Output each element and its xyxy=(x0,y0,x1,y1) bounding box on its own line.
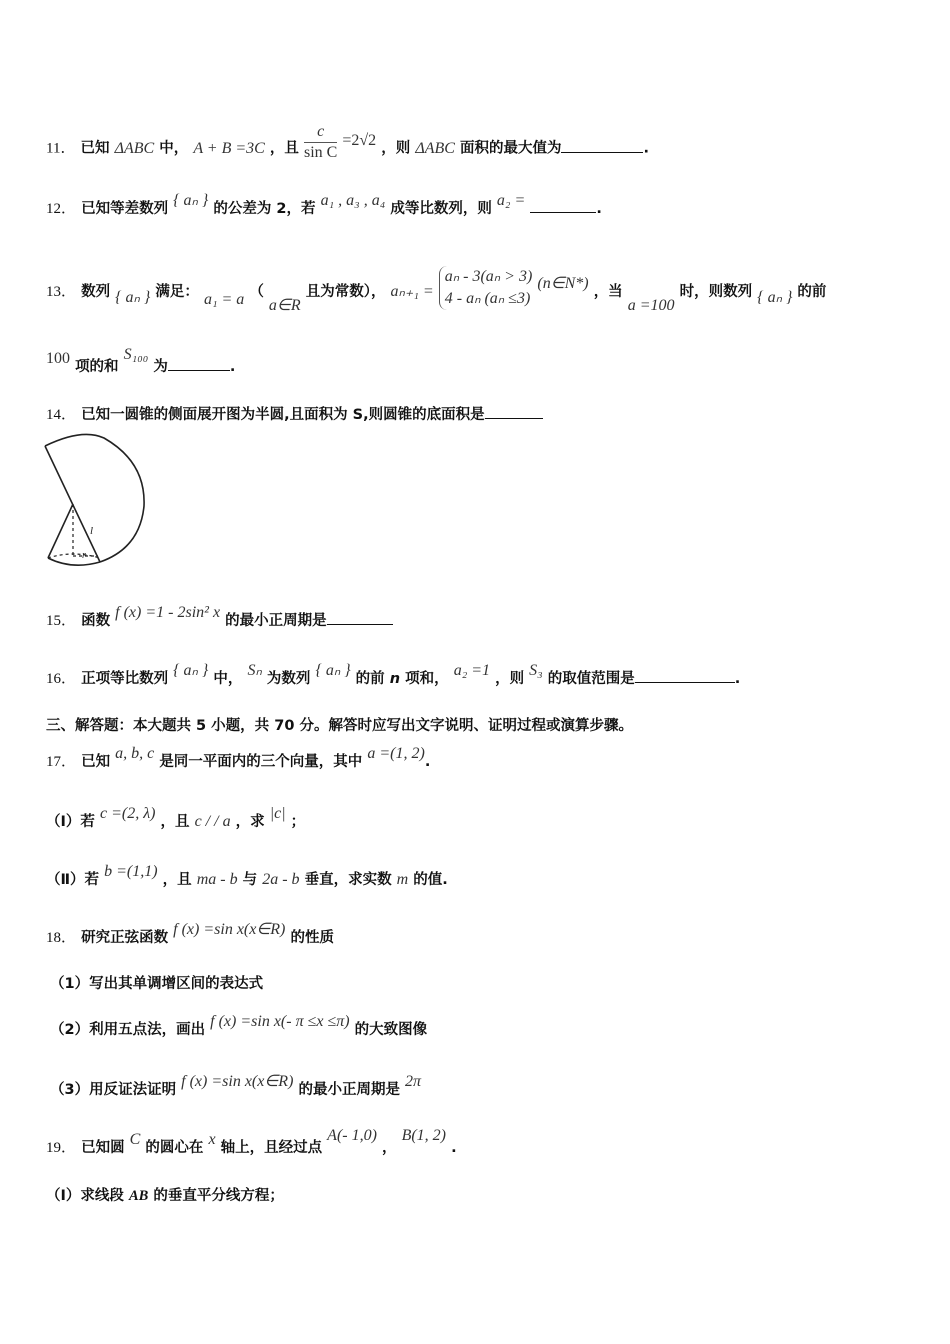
problem-13 xyxy=(46,270,826,314)
text: . xyxy=(734,671,741,687)
problem-number: 15． xyxy=(46,613,77,629)
text: 已知 xyxy=(81,754,111,770)
cone-diagram-icon xyxy=(42,432,152,572)
answer-blank xyxy=(327,610,393,625)
math-vector-c: c =(2, λ) xyxy=(99,805,156,822)
text: 已知一圆锥的侧面展开图为半圆,且面积为 S,则圆锥的底面积是 xyxy=(81,407,485,423)
text: 的最小正周期是 xyxy=(225,613,327,629)
problem-19-part-1 xyxy=(46,1186,284,1206)
problem-number: 12． xyxy=(46,201,77,217)
problem-number: 19． xyxy=(46,1140,77,1156)
math-point-b: B(1, 2) xyxy=(401,1127,446,1144)
math-vector-b: b =(1,1) xyxy=(104,863,158,880)
text: 为数列 xyxy=(266,671,311,687)
part-label: （1）写出其单调增区间的表达式 xyxy=(50,976,264,992)
text: 时，则数列 xyxy=(679,284,753,300)
problem-number: 14． xyxy=(46,407,77,423)
problem-18 xyxy=(46,921,334,948)
text: . xyxy=(424,754,431,770)
text: 的前 xyxy=(797,284,827,300)
part-label: （Ⅰ）若 xyxy=(46,814,95,830)
text: 的公差为 2，若 xyxy=(213,201,316,217)
text: 为 xyxy=(153,359,168,375)
problem-18-part-1 xyxy=(50,974,263,994)
figure-label-l: l xyxy=(90,525,94,537)
math-axis: x xyxy=(208,1131,216,1148)
math-triangle: ΔABC xyxy=(114,139,155,157)
problem-18-part-2 xyxy=(50,1013,428,1040)
problem-13-continued xyxy=(46,346,236,377)
math-sequence: { aₙ } xyxy=(173,662,209,679)
text: 研究正弦函数 xyxy=(81,930,169,946)
math-angle-sum: A + B =3C xyxy=(193,139,265,157)
text-segment: AB xyxy=(128,1188,149,1204)
math-parallel: c / / a xyxy=(194,813,231,830)
problem-17-part-2 xyxy=(46,863,448,890)
text: ，则 xyxy=(495,671,525,687)
part-label: （Ⅰ）求线段 xyxy=(46,1188,124,1204)
text: 垂直，求实数 xyxy=(304,872,392,888)
text: 成等比数列，则 xyxy=(390,201,492,217)
text: . xyxy=(596,201,602,217)
text: 面积的最大值为 xyxy=(459,140,562,157)
math-circle: C xyxy=(129,1131,141,1148)
math-sum: S₃ xyxy=(529,662,543,679)
text: ； xyxy=(290,814,306,830)
text: 的大致图像 xyxy=(354,1022,428,1038)
problem-17 xyxy=(46,745,431,772)
text: 的性质 xyxy=(290,930,334,946)
problem-14 xyxy=(46,404,543,425)
problem-number: 16． xyxy=(46,671,77,687)
text: 中， xyxy=(159,140,189,157)
answer-blank xyxy=(561,138,643,153)
problem-number: 18． xyxy=(46,930,77,946)
math-vector-a: a =(1, 2) xyxy=(367,745,425,762)
text: . xyxy=(643,140,649,157)
text: 是同一平面内的三个向量，其中 xyxy=(159,754,363,770)
text: 与 xyxy=(242,872,258,888)
text: 已知圆 xyxy=(81,1140,125,1156)
math-piecewise xyxy=(439,266,533,310)
section-title: 三、解答题：本大题共 5 小题，共 70 分。解答时应写出文字说明、证明过程或演算步骤。 xyxy=(46,718,633,734)
math-function: f (x) =sin x(x∈R) xyxy=(181,1073,294,1090)
math-expression: ma - b xyxy=(196,871,238,888)
math-condition: (n∈N*) xyxy=(537,275,589,292)
problem-18-part-3 xyxy=(50,1073,422,1100)
piecewise-case-1: aₙ - 3(aₙ > 3) xyxy=(444,268,533,285)
text: ，当 xyxy=(593,284,623,300)
problem-19 xyxy=(46,1127,457,1158)
math-function: f (x) =sin x(- π ≤x ≤π) xyxy=(210,1013,350,1030)
math-magnitude: |c| xyxy=(269,805,286,822)
text: ，且 xyxy=(160,814,190,830)
cone-unfolding-figure xyxy=(42,432,152,576)
math-function: f (x) =sin x(x∈R) xyxy=(173,921,286,938)
text: 项和， xyxy=(405,671,449,687)
problem-17-part-1 xyxy=(46,805,306,832)
math-vectors: a, b, c xyxy=(115,745,155,762)
math-expression: 2a - b xyxy=(262,871,300,888)
text: . xyxy=(229,359,236,375)
text: 项的和 xyxy=(75,359,119,375)
problem-12 xyxy=(46,192,602,219)
math-terms: a₁ , a₃ , a₄ xyxy=(320,192,386,209)
text: 的前 xyxy=(355,671,385,687)
text: 正项等比数列 xyxy=(81,671,169,687)
text: 的垂直平分线方程； xyxy=(153,1188,284,1204)
math-count: 100 xyxy=(46,350,70,367)
problem-15 xyxy=(46,604,393,631)
math-variable: m xyxy=(396,871,409,888)
answer-blank xyxy=(168,356,230,371)
text: ， xyxy=(382,1140,397,1156)
text: 轴上，且经过点 xyxy=(220,1140,323,1156)
problem-number: 13． xyxy=(46,284,77,300)
math-function: f (x) =1 - 2sin² x xyxy=(115,604,221,621)
text: 的最小正周期是 xyxy=(298,1082,400,1098)
answer-blank xyxy=(635,668,735,683)
math-sequence: { aₙ } xyxy=(115,289,151,306)
fraction-denominator: sin C xyxy=(303,144,338,161)
math-sequence: { aₙ } xyxy=(757,289,793,306)
math-partial-sum: Sₙ xyxy=(247,662,262,679)
text: 数列 xyxy=(81,284,111,300)
problem-16 xyxy=(46,662,741,689)
part-label: （3）用反证法证明 xyxy=(50,1082,177,1098)
math-term: a₂ = xyxy=(496,192,526,209)
text: ，且 xyxy=(162,872,192,888)
text: ，且 xyxy=(269,140,299,157)
text: 函数 xyxy=(81,613,111,629)
text: 已知等差数列 xyxy=(81,201,169,217)
text: 满足： xyxy=(155,284,199,300)
text: 且为常数）， xyxy=(305,284,386,300)
text: 中， xyxy=(213,671,243,687)
math-period: 2π xyxy=(405,1073,422,1090)
math-initial: a₁ = a xyxy=(203,291,245,308)
math-fraction xyxy=(304,122,337,163)
text: 的圆心在 xyxy=(145,1140,204,1156)
piecewise-case-2: 4 - aₙ (aₙ ≤3) xyxy=(444,290,531,307)
text: 已知 xyxy=(80,140,110,157)
problem-number: 11． xyxy=(46,140,76,157)
math-value: a =100 xyxy=(627,297,675,314)
text: （ xyxy=(249,284,264,300)
math-sequence: { aₙ } xyxy=(173,192,209,209)
part-label: （2）利用五点法，画出 xyxy=(50,1022,206,1038)
answer-blank xyxy=(485,404,543,419)
math-sum: S₁₀₀ xyxy=(123,346,149,363)
text: ，求 xyxy=(235,814,265,830)
math-recurrence-lhs: aₙ₊₁ = xyxy=(390,283,434,300)
text-n: n xyxy=(389,671,401,687)
figure-label-r: r xyxy=(82,550,86,561)
math-triangle: ΔABC xyxy=(415,139,455,157)
part-label: （Ⅱ）若 xyxy=(46,872,100,888)
math-point-a: A(- 1,0) xyxy=(327,1127,377,1144)
problem-11 xyxy=(46,123,649,169)
fraction-numerator: c xyxy=(304,122,337,143)
text: 的值. xyxy=(413,872,448,888)
section-heading xyxy=(46,716,633,736)
math-sequence: { aₙ } xyxy=(315,662,351,679)
text: . xyxy=(451,1140,457,1156)
problem-number: 17． xyxy=(46,754,77,770)
answer-blank xyxy=(530,198,596,213)
math-value: =2√2 xyxy=(342,131,377,149)
math-term: a₂ =1 xyxy=(453,662,491,679)
text: 的取值范围是 xyxy=(547,671,635,687)
text: ，则 xyxy=(381,140,411,157)
math-domain: a∈R xyxy=(268,297,301,314)
